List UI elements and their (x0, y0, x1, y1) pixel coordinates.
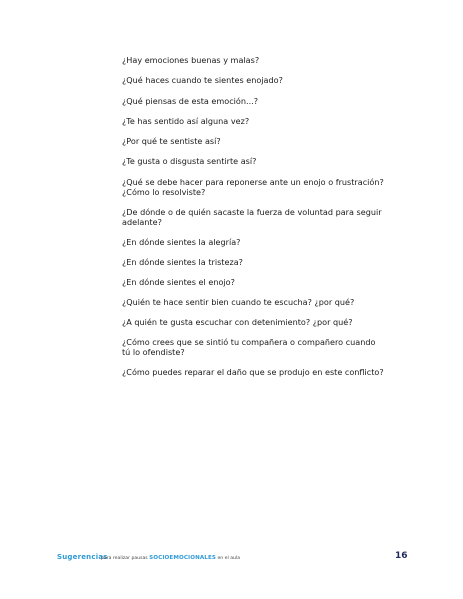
question-7: ¿Qué se debe hacer para reponerse ante un enojo o frustración? ¿Cómo lo resolviste? (122, 177, 384, 197)
question-3: ¿Qué piensas de esta emoción...? (122, 96, 259, 106)
footer-tagline-emph: SOCIOEMOCIONALES (149, 554, 217, 561)
footer-tagline (101, 555, 240, 561)
page-number: 16 (395, 551, 408, 561)
question-5: ¿Por qué te sentiste así? (122, 136, 221, 146)
question-11: ¿En dónde sientes el enojo? (122, 277, 235, 287)
question-9: ¿En dónde sientes la alegría? (122, 237, 241, 247)
question-6: ¿Te gusta o disgusta sentirte así? (122, 156, 257, 166)
footer-tagline-pre: para realizar pausas (101, 555, 148, 561)
question-1: ¿Hay emociones buenas y malas? (122, 55, 260, 65)
question-10: ¿En dónde sientes la tristeza? (122, 257, 243, 267)
footer-brand: Sugerencias (57, 553, 108, 561)
page-footer (57, 550, 407, 566)
footer-tagline-post: en el aula (217, 555, 241, 561)
question-15: ¿Cómo puedes reparar el daño que se produjo en este conflicto? (122, 367, 384, 377)
question-4: ¿Te has sentido así alguna vez? (122, 116, 250, 126)
question-8: ¿De dónde o de quién sacaste la fuerza de voluntad para seguir adelante? (122, 207, 382, 227)
question-13: ¿A quién te gusta escuchar con detenimiento? ¿por qué? (122, 317, 353, 327)
question-2: ¿Qué haces cuando te sientes enojado? (122, 75, 283, 85)
question-14: ¿Cómo crees que se sintió tu compañera o compañero cuando tú lo ofendiste? (122, 337, 376, 357)
question-12: ¿Quién te hace sentir bien cuando te escucha? ¿por qué? (122, 297, 355, 307)
